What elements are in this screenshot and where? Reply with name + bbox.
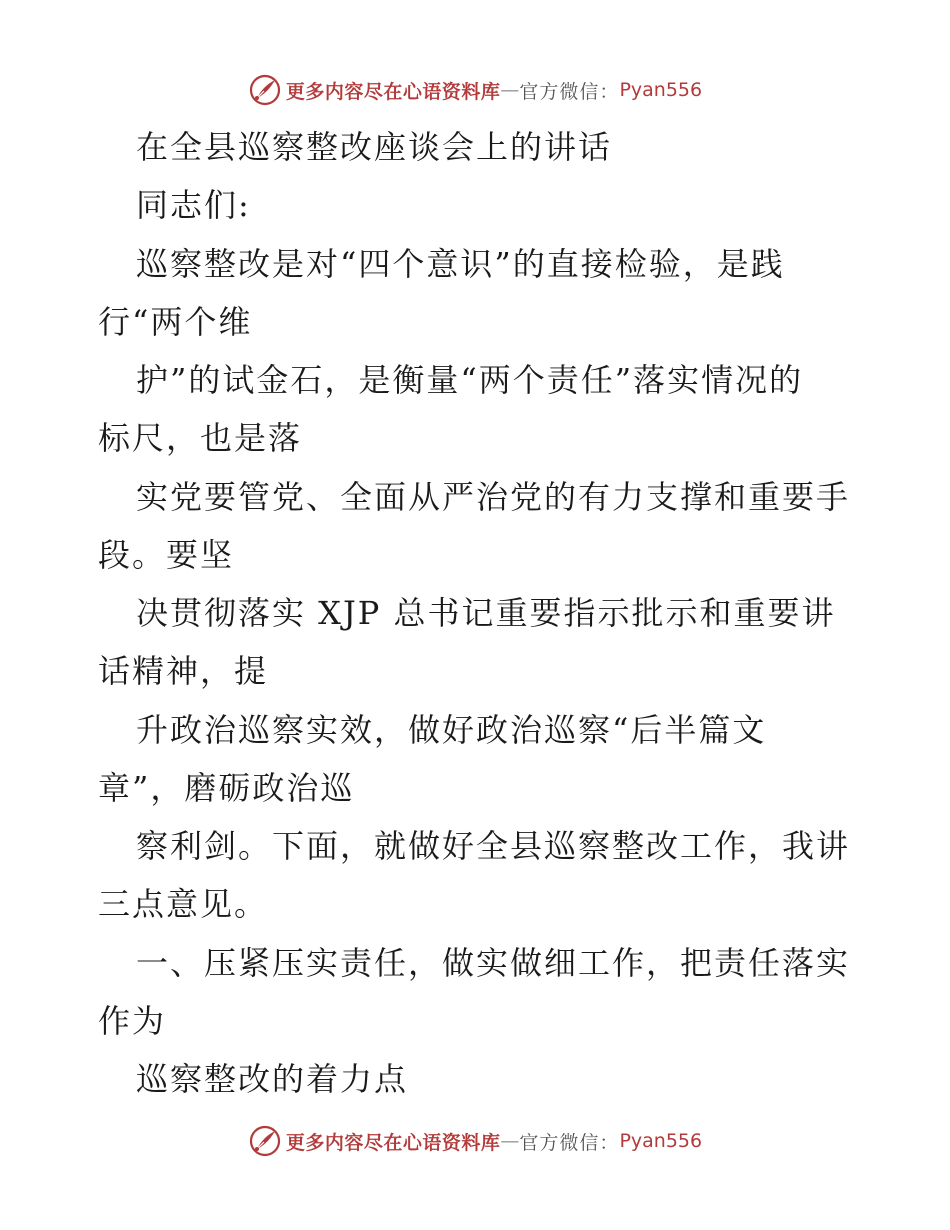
watermark-wechat-id: Pyan556 (619, 1130, 703, 1152)
watermark-separator: — (500, 1130, 520, 1152)
document-title: 在全县巡察整改座谈会上的讲话 (136, 128, 613, 166)
watermark-separator: — (500, 79, 520, 101)
section-heading: 一、压紧压实责任，做实做细工作，把责任落实 (136, 944, 851, 982)
watermark-wechat-label: 官方微信： (519, 1131, 620, 1154)
watermark-wechat-label: 官方微信： (519, 80, 620, 103)
paragraph-line: 护”的试金石，是衡量“两个责任”落实情况的 (136, 361, 804, 399)
paragraph-line: 升政治巡察实效，做好政治巡察“后半篇文 (136, 711, 767, 749)
watermark-site-text: 更多内容尽在心语资料库 (285, 80, 501, 103)
watermark-site-text: 更多内容尽在心语资料库 (285, 1131, 501, 1154)
section-heading: 作为 (98, 1002, 167, 1040)
paragraph-line: 三点意见。 (98, 885, 269, 923)
paragraph-line: 察利剑。下面，就做好全县巡察整改工作，我讲 (136, 827, 851, 865)
paragraph-line: 话精神，提 (98, 652, 269, 690)
paragraph-line: 章”，磨砺政治巡 (98, 769, 355, 807)
section-heading: 巡察整改的着力点 (136, 1060, 409, 1098)
watermark-wechat-id: Pyan556 (619, 79, 703, 101)
header-watermark (0, 70, 950, 110)
footer-watermark (0, 1121, 950, 1161)
paragraph-line: 决贯彻落实 XJP 总书记重要指示批示和重要讲 (136, 594, 836, 632)
paragraph-line: 行“两个维 (98, 303, 253, 341)
feather-pen-logo-icon (248, 73, 282, 107)
salutation: 同志们: (136, 186, 251, 224)
paragraph-line: 标尺，也是落 (98, 419, 303, 457)
feather-pen-logo-icon (248, 1124, 282, 1158)
paragraph-line: 段。要坚 (98, 536, 235, 574)
paragraph-line: 巡察整改是对“四个意识”的直接检验，是践 (136, 245, 785, 283)
paragraph-line: 实党要管党、全面从严治党的有力支撑和重要手 (136, 478, 851, 516)
